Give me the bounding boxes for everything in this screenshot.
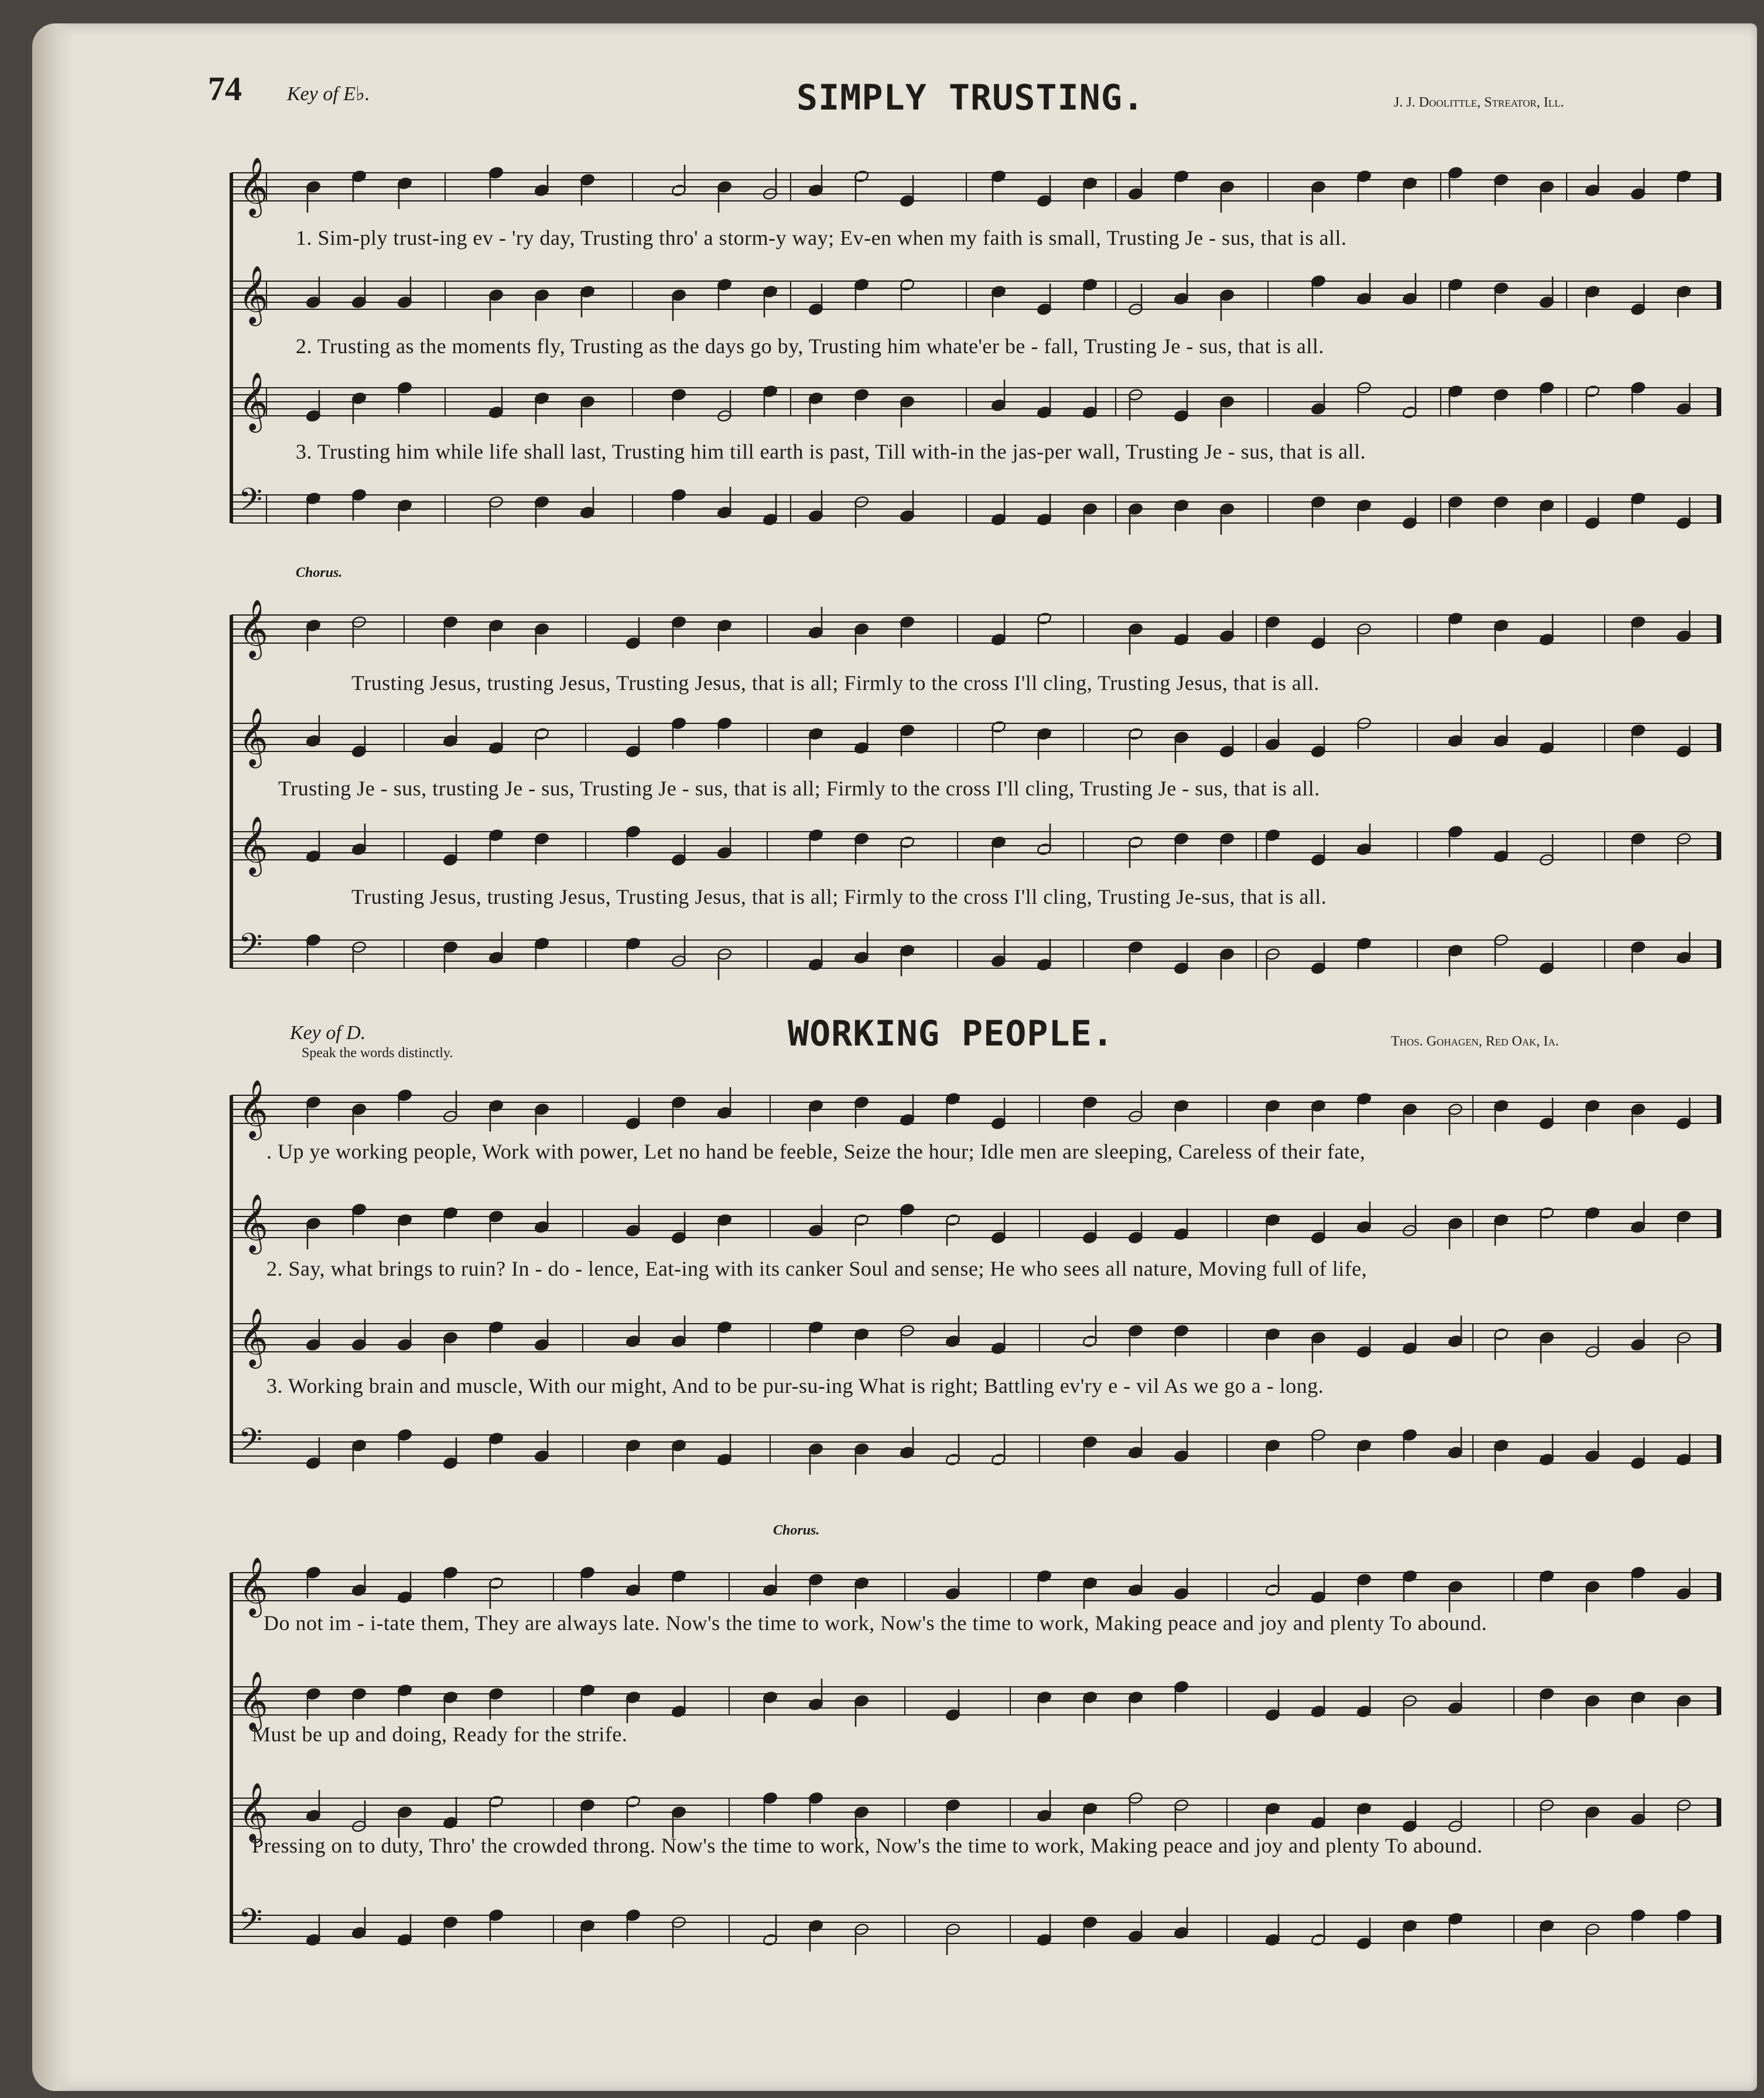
song2-key: Key of D. <box>290 1022 366 1044</box>
treble-clef: 𝄞 <box>238 816 268 874</box>
treble-clef: 𝄞 <box>238 599 268 658</box>
song1-verse-1: 1. Sim-ply trust-ing ev - 'ry day, Trusting thro' a storm-y way; Ev-en when my faith is small, Trusting Je - sus, that is all. <box>296 226 1347 250</box>
treble-clef: 𝄞 <box>238 157 268 216</box>
song1-chorus-3: Trusting Jesus, trusting Jesus, Trusting Jesus, that is all; Firmly to the cross I'll cling, Trusting Je-sus, that is all. <box>351 885 1327 908</box>
treble-clef: 𝄞 <box>238 1782 268 1841</box>
treble-clef: 𝄞 <box>238 1079 268 1138</box>
bass-clef: 𝄢 <box>238 482 263 525</box>
song2-continuation-1: Do not im - i-tate them, They are always late. Now's the time to work, Now's the time to work, Making peace and joy and plenty To abound. <box>264 1611 1488 1635</box>
song1-verse-2: 2. Trusting as the moments fly, Trusting as the days go by, Trusting him whate'er be - fall, Trusting Je - sus, that is all. <box>296 334 1324 358</box>
treble-clef: 𝄞 <box>238 265 268 324</box>
treble-clef: 𝄞 <box>238 372 268 430</box>
song1-chorus-2: Trusting Je - sus, trusting Je - sus, Trusting Je - sus, that is all; Firmly to the cross I'll cling, Trusting Je - sus, that is all. <box>278 777 1320 800</box>
treble-clef: 𝄞 <box>238 1308 268 1366</box>
treble-clef: 𝄞 <box>238 1194 268 1252</box>
song2-title: WORKING PEOPLE. <box>788 1013 1114 1054</box>
song2-direction: Speak the words distinctly. <box>302 1045 453 1061</box>
song2-verse-2: 2. Say, what brings to ruin? In - do - lence, Eat-ing with its canker Soul and sense; He who sees all nature, Moving full of life, <box>266 1257 1368 1280</box>
treble-clef: 𝄞 <box>238 1671 268 1730</box>
bass-clef: 𝄢 <box>238 1902 263 1946</box>
bass-clef: 𝄢 <box>238 927 263 971</box>
song1-chorus-1: Trusting Jesus, trusting Jesus, Trusting Jesus, that is all; Firmly to the cross I'll cling, Trusting Jesus, that is all. <box>351 671 1319 695</box>
song2-verse-3: 3. Working brain and muscle, With our might, And to be pur-su-ing What is right; Battling ev'ry e - vil As we go a - long. <box>266 1374 1324 1397</box>
song2-continuation-3: Pressing on to duty, Thro' the crowded throng. Now's the time to work, Now's the time to work, Making peace and joy and plenty To abound. <box>252 1834 1483 1857</box>
song2-author: Thos. Gohagen, Red Oak, Ia. <box>1391 1034 1559 1049</box>
song1-chorus-label: Chorus. <box>296 565 343 580</box>
page-number: 74 <box>208 70 242 108</box>
song2-continuation-2: Must be up and doing, Ready for the strife. <box>252 1723 628 1746</box>
song1-title: SIMPLY TRUSTING. <box>796 77 1144 118</box>
song2-chorus-label: Chorus. <box>773 1523 820 1538</box>
hymnal-page <box>32 23 1757 2091</box>
song1-author: J. J. Doolittle, Streator, Ill. <box>1394 95 1564 110</box>
treble-clef: 𝄞 <box>238 708 268 766</box>
song1-verse-3: 3. Trusting him while life shall last, Trusting him till earth is past, Till with-in the jas-per wall, Trusting Je - sus, that is all. <box>296 440 1366 463</box>
music-notation <box>32 23 1757 2091</box>
bass-clef: 𝄢 <box>238 1422 263 1465</box>
treble-clef: 𝄞 <box>238 1557 268 1615</box>
song2-verse-1: . Up ye working people, Work with power, Let no hand be feeble, Seize the hour; Idle men are sleeping, Careless of their fate, <box>266 1140 1366 1163</box>
song1-key: Key of E♭. <box>287 83 370 105</box>
